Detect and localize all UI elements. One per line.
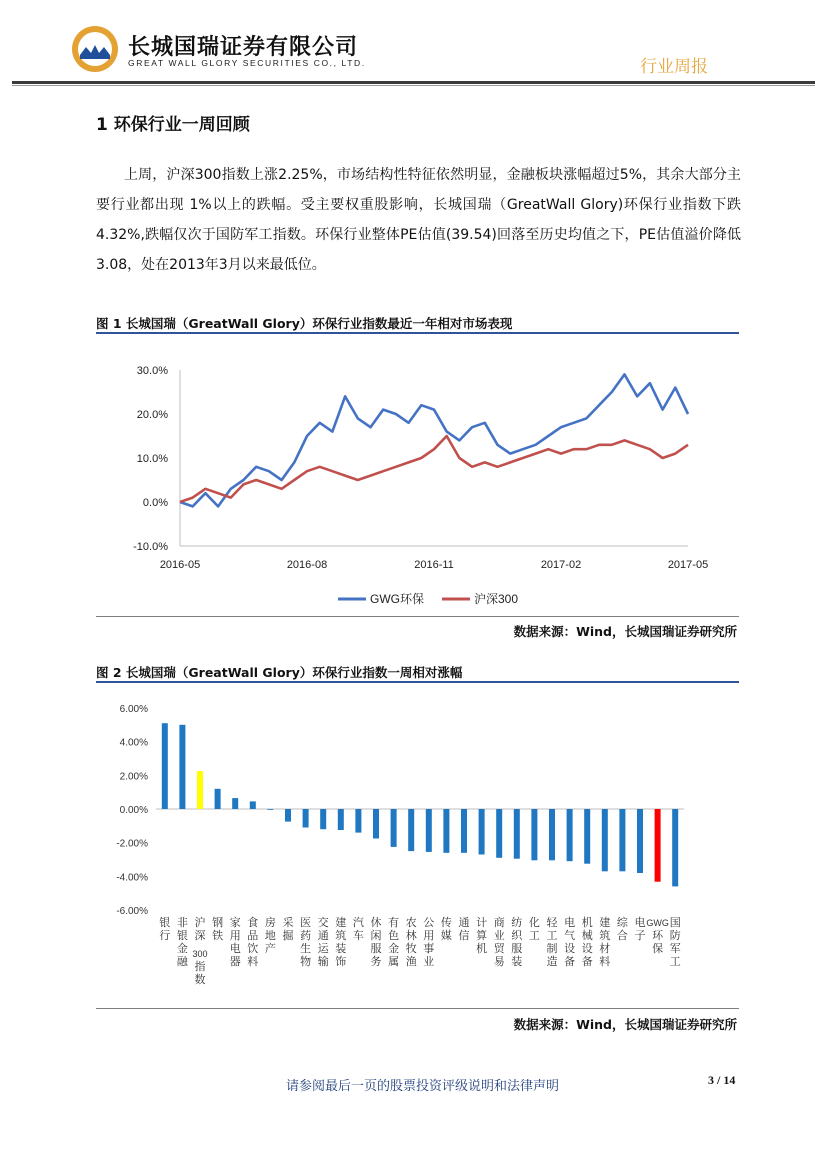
category-label: 农林牧渔	[405, 917, 417, 968]
x-tick-label: 2017-05	[667, 559, 709, 571]
category-label: 建筑装饰	[335, 917, 347, 968]
bar-16	[443, 809, 449, 853]
bar-3	[215, 789, 221, 809]
bar-4	[232, 798, 238, 809]
bar-24	[584, 809, 590, 864]
bar-22	[549, 809, 555, 860]
category-label: 轻工制造	[546, 917, 558, 968]
category-label: 国防军工	[669, 917, 681, 968]
figure2-bottom-rule	[96, 1008, 739, 1009]
category-label: 汽车	[352, 917, 364, 942]
category-label: 传媒	[440, 917, 452, 942]
bar-11	[355, 809, 361, 833]
x-tick-label: 2017-02	[540, 559, 582, 571]
figure1-title: 图 1 长城国瑞（GreatWall Glory）环保行业指数最近一年相对市场表现	[96, 316, 513, 331]
bar-28	[655, 809, 661, 882]
bar-0	[162, 723, 168, 809]
bar-14	[408, 809, 414, 851]
legend-label: 沪深300	[474, 592, 519, 606]
bar-8	[303, 809, 309, 828]
y-tick-label: 10.0%	[136, 453, 168, 465]
category-label: 电气设备	[564, 917, 576, 968]
category-label: 有色金属	[388, 917, 400, 968]
header-divider-thin	[12, 85, 815, 86]
category-label: 休闲服务	[370, 917, 382, 968]
category-label: 食品饮料	[247, 917, 259, 968]
category-label: 建筑材料	[599, 917, 611, 968]
bar-1	[179, 725, 185, 809]
category-label: 通信	[458, 917, 470, 942]
bar-21	[531, 809, 537, 860]
category-label: 钢铁	[212, 917, 224, 942]
bar-29	[672, 809, 678, 886]
bar-5	[250, 801, 256, 809]
y-tick-label: 2.00%	[119, 771, 148, 783]
y-tick-label: 20.0%	[136, 409, 168, 421]
y-tick-label: -2.00%	[116, 838, 148, 850]
series-line-gwg	[180, 374, 688, 506]
bar-2	[197, 771, 203, 809]
category-label: 医药生物	[300, 917, 312, 968]
y-tick-label: 0.00%	[119, 805, 148, 816]
category-label: 房地产	[264, 917, 276, 955]
category-label: 电子	[634, 917, 646, 942]
category-label: 银行	[159, 917, 171, 942]
category-label: 交通运输	[317, 917, 329, 968]
bar-9	[320, 809, 326, 829]
bar-25	[602, 809, 608, 871]
bar-18	[479, 809, 485, 855]
bar-6	[267, 809, 273, 810]
x-tick-label: 2016-08	[286, 559, 328, 571]
bar-15	[426, 809, 432, 852]
y-tick-label: 30.0%	[136, 365, 168, 377]
bar-17	[461, 809, 467, 853]
category-label: 商业贸易	[493, 917, 505, 968]
x-tick-label: 2016-11	[414, 559, 454, 571]
bar-10	[338, 809, 344, 830]
category-label: 化工	[528, 917, 540, 942]
figure1-bottom-rule	[96, 616, 739, 617]
page-number: 3 / 14	[708, 1073, 736, 1087]
category-label: 综合	[616, 917, 628, 942]
company-logo-icon	[71, 25, 119, 73]
category-label: 家用电器	[229, 917, 241, 968]
category-label: GWG 环保	[646, 918, 669, 955]
category-label: 沪深 300 指数	[192, 917, 208, 986]
figure2-source: 数据来源：Wind，长城国瑞证券研究所	[513, 1017, 737, 1032]
company-name-en: GREAT WALL GLORY SECURITIES CO., LTD.	[128, 58, 366, 68]
footer-disclaimer-note: 请参阅最后一页的股票投资评级说明和法律声明	[286, 1079, 560, 1094]
y-tick-label: 4.00%	[119, 737, 148, 749]
category-label: 采掘	[282, 917, 294, 942]
bar-12	[373, 809, 379, 839]
series-line-hs300	[180, 436, 688, 502]
y-tick-label: -6.00%	[116, 906, 148, 917]
bar-26	[619, 809, 625, 871]
category-label: 计算机	[476, 917, 488, 955]
figure2-bar-chart	[96, 690, 739, 1002]
report-type-label: 行业周报	[640, 57, 708, 77]
company-name-cn: 长城国瑞证券有限公司	[128, 35, 359, 60]
category-label: 机械设备	[581, 917, 593, 968]
y-tick-label: 6.00%	[119, 704, 148, 715]
bar-23	[567, 809, 573, 861]
figure2-top-rule	[96, 681, 739, 683]
y-tick-label: -10.0%	[133, 541, 168, 553]
figure1-top-rule	[96, 332, 739, 334]
figure2-title: 图 2 长城国瑞（GreatWall Glory）环保行业指数一周相对涨幅	[96, 665, 463, 680]
category-label: 非银金融	[176, 917, 188, 968]
section-title: 1 环保行业一周回顾	[96, 115, 250, 135]
y-tick-label: 0.0%	[142, 497, 168, 509]
header-divider	[12, 81, 815, 84]
section-body-paragraph: 上周，沪深300指数上涨2.25%，市场结构性特征依然明显，金融板块涨幅超过5%，其余大部分主要行业都出现 1%以上的跌幅。受主要权重股影响，长城国瑞（GreatWall Glory)环保行业指数下跌4.32%,跌幅仅次于国防军工指数。环保行业整体PE估值(39.54)回落至历史均值之下，PE估值溢价降低3.08，处在2013年3月以来最低位。	[96, 167, 741, 273]
bar-7	[285, 809, 291, 822]
bar-13	[391, 809, 397, 847]
x-tick-label: 2016-05	[159, 559, 201, 571]
category-label: 公用事业	[423, 917, 435, 968]
category-label: 纺织服装	[511, 917, 523, 968]
figure1-line-chart	[96, 340, 739, 612]
legend-label: GWG环保	[370, 592, 424, 606]
figure1-source: 数据来源：Wind，长城国瑞证券研究所	[513, 624, 737, 639]
bar-19	[496, 809, 502, 858]
bar-20	[514, 809, 520, 859]
y-tick-label: -4.00%	[116, 872, 148, 884]
bar-27	[637, 809, 643, 873]
